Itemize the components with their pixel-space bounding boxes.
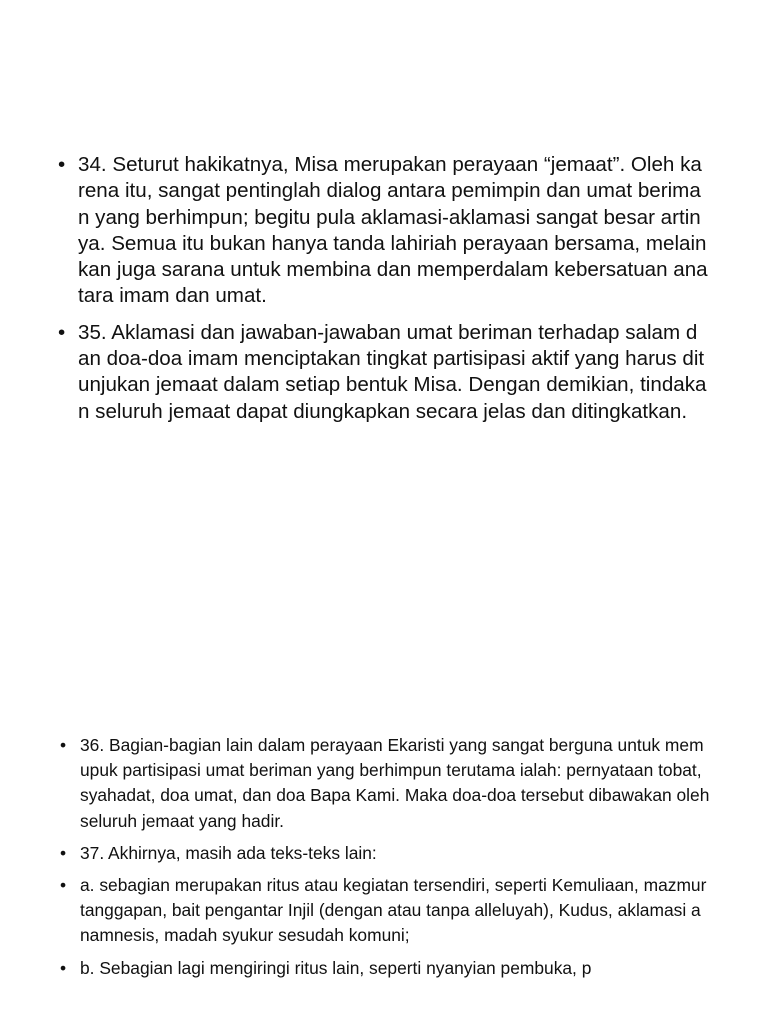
slide-2 (0, 700, 768, 1024)
bullet-item-37a (58, 873, 710, 949)
bullet-text: a. sebagian merupakan ritus atau kegiatan tersendiri, seperti Kemuliaan, mazmur tanggapan, bait pengantar Injil (dengan atau tanpa alleluyah), Kudus, aklamasi anamnesis, madah syukur sesudah komuni; (80, 875, 707, 946)
bullet-item-37b (58, 956, 710, 981)
bullet-text: 34. Seturut hakikatnya, Misa merupakan perayaan “jemaat”. Oleh karena itu, sangat pentinglah dialog antara pemimpin dan umat beriman yang berhimpun; begitu pula aklamasi-aklamasi sangat besar artinya. Semua itu bukan hanya tanda lahiriah perayaan bersama, melainkan juga sarana untuk membina dan memperdalam kebersatuan anatara imam dan umat. (78, 153, 708, 308)
bullet-item-35 (56, 320, 708, 425)
bullet-list (56, 152, 708, 435)
bullet-item-34 (56, 152, 708, 310)
bullet-text: b. Sebagian lagi mengiringi ritus lain, seperti nyanyian pembuka, p (80, 957, 592, 978)
bullet-list (58, 733, 710, 988)
bullet-item-36 (58, 733, 710, 834)
bullet-text: 36. Bagian-bagian lain dalam perayaan Ekaristi yang sangat berguna untuk memupuk partisipasi umat beriman yang berhimpun terutama ialah: pernyataan tobat, syahadat, doa umat, dan doa Bapa Kami. Maka doa-doa tersebut dibawakan oleh seluruh jemaat yang hadir. (80, 735, 710, 831)
bullet-item-37 (58, 841, 710, 866)
bullet-text: 35. Aklamasi dan jawaban-jawaban umat beriman terhadap salam dan doa-doa imam menciptakan tingkat partisipasi aktif yang harus ditunjukan jemaat dalam setiap bentuk Misa. Dengan demikian, tindakan seluruh jemaat dapat diungkapkan secara jelas dan ditingkatkan. (78, 320, 707, 423)
bullet-text: 37. Akhirnya, masih ada teks-teks lain: (80, 842, 377, 863)
